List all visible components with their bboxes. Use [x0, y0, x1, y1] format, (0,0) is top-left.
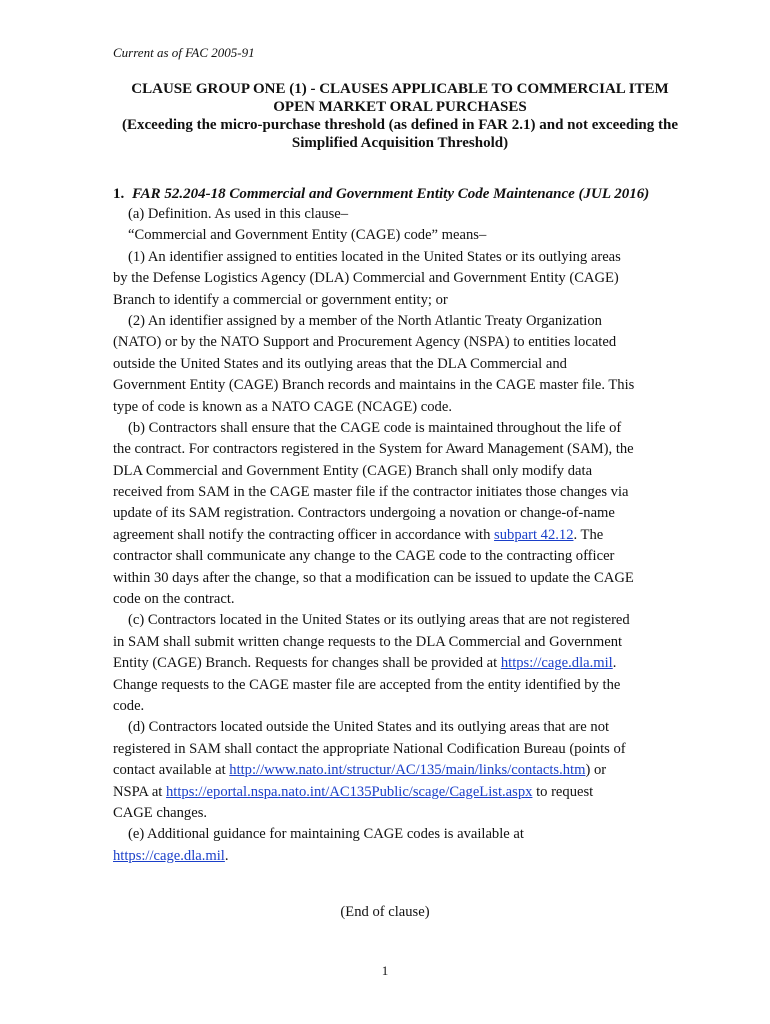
body-line: Branch to identify a commercial or government entity; or	[113, 291, 448, 308]
body-line: code on the contract.	[113, 591, 235, 608]
clause-number: 1.	[113, 186, 125, 202]
body-line: the contract. For contractors registered in the System for Award Management (SAM), the	[113, 441, 634, 458]
body-text: NSPA at	[113, 783, 166, 800]
body-line: in SAM shall submit written change requests to the DLA Commercial and Government	[113, 633, 623, 650]
subpart-42-12-link[interactable]: subpart 42.12	[494, 526, 574, 543]
body-text: .	[612, 655, 617, 672]
body-line: (a) Definition. As used in this clause–	[128, 206, 349, 222]
currency-note: Current as of FAC 2005-91	[113, 45, 255, 60]
body-line: (2) An identifier assigned by a member of the North Atlantic Treaty Organization	[128, 312, 602, 329]
body-line	[113, 653, 673, 674]
end-of-clause: (End of clause)	[340, 904, 430, 920]
body-line: outside the United States and its outlying areas that the DLA Commercial and	[113, 355, 567, 372]
body-line: (b) Contractors shall ensure that the CAGE code is maintained throughout the life of	[128, 419, 622, 436]
body-line: Government Entity (CAGE) Branch records and maintains in the CAGE master file. This	[113, 377, 635, 394]
clause-body	[113, 204, 673, 867]
body-line: CAGE changes.	[113, 804, 208, 821]
body-line: received from SAM in the CAGE master file if the contractor initiates those changes via	[113, 484, 629, 501]
page-number: 1	[381, 963, 389, 978]
body-text: to request	[532, 783, 594, 800]
cage-dla-link-2[interactable]: https://cage.dla.mil	[113, 847, 225, 864]
body-line: contractor shall communicate any change to the CAGE code to the contracting officer	[113, 548, 615, 565]
body-line: within 30 days after the change, so that a modification can be issued to update the CAGE	[113, 569, 634, 586]
clause-heading	[113, 186, 649, 203]
body-text: . The	[573, 526, 604, 543]
body-line: type of code is known as a NATO CAGE (NCAGE) code.	[113, 398, 452, 415]
body-line	[113, 525, 673, 546]
body-text: contact available at	[113, 762, 230, 779]
body-line: (NATO) or by the NATO Support and Procurement Agency (NSPA) to entities located	[113, 334, 617, 351]
body-line: update of its SAM registration. Contractors undergoing a novation or change-of-name	[113, 505, 615, 522]
nspa-cagelist-link[interactable]: https://eportal.nspa.nato.int/AC135Public/scage/CageList.aspx	[166, 783, 533, 800]
body-line: code.	[113, 697, 145, 714]
title-line: CLAUSE GROUP ONE (1) - CLAUSES APPLICABLE TO COMMERCIAL ITEM	[131, 81, 669, 97]
title-line: Simplified Acquisition Threshold)	[291, 135, 509, 151]
body-text: Entity (CAGE) Branch. Requests for changes shall be provided at	[113, 655, 501, 672]
body-line	[113, 782, 673, 803]
cage-dla-link[interactable]: https://cage.dla.mil	[500, 655, 613, 672]
body-line: (d) Contractors located outside the United States and its outlying areas that are not	[128, 719, 610, 736]
body-line: (c) Contractors located in the United States or its outlying areas that are not registered	[128, 612, 630, 629]
body-line: DLA Commercial and Government Entity (CAGE) Branch shall only modify data	[113, 462, 593, 479]
body-line: (e) Additional guidance for maintaining CAGE codes is available at	[128, 826, 524, 843]
body-line: “Commercial and Government Entity (CAGE) code” means–	[128, 227, 487, 244]
body-line: (1) An identifier assigned to entities located in the United States or its outlying areas	[128, 248, 621, 265]
body-line	[113, 760, 673, 781]
nato-contacts-link[interactable]: http://www.nato.int/structur/AC/135/main/links/contacts.htm	[229, 762, 586, 779]
body-text: ) or	[585, 762, 607, 779]
body-line: Change requests to the CAGE master file are accepted from the entity identified by the	[113, 676, 621, 693]
body-line	[113, 846, 673, 867]
title-line: (Exceeding the micro-purchase threshold (as defined in FAR 2.1) and not exceeding the	[122, 117, 678, 133]
body-line: registered in SAM shall contact the appropriate National Codification Bureau (points of	[113, 740, 626, 757]
body-line: by the Defense Logistics Agency (DLA) Commercial and Government Entity (CAGE)	[113, 270, 619, 287]
body-text: .	[224, 847, 229, 864]
body-text: agreement shall notify the contracting officer in accordance with	[113, 526, 495, 543]
title-line: OPEN MARKET ORAL PURCHASES	[273, 99, 527, 115]
clause-group-title	[100, 80, 700, 152]
clause-title: FAR 52.204-18 Commercial and Government Entity Code Maintenance (JUL 2016)	[132, 186, 650, 202]
